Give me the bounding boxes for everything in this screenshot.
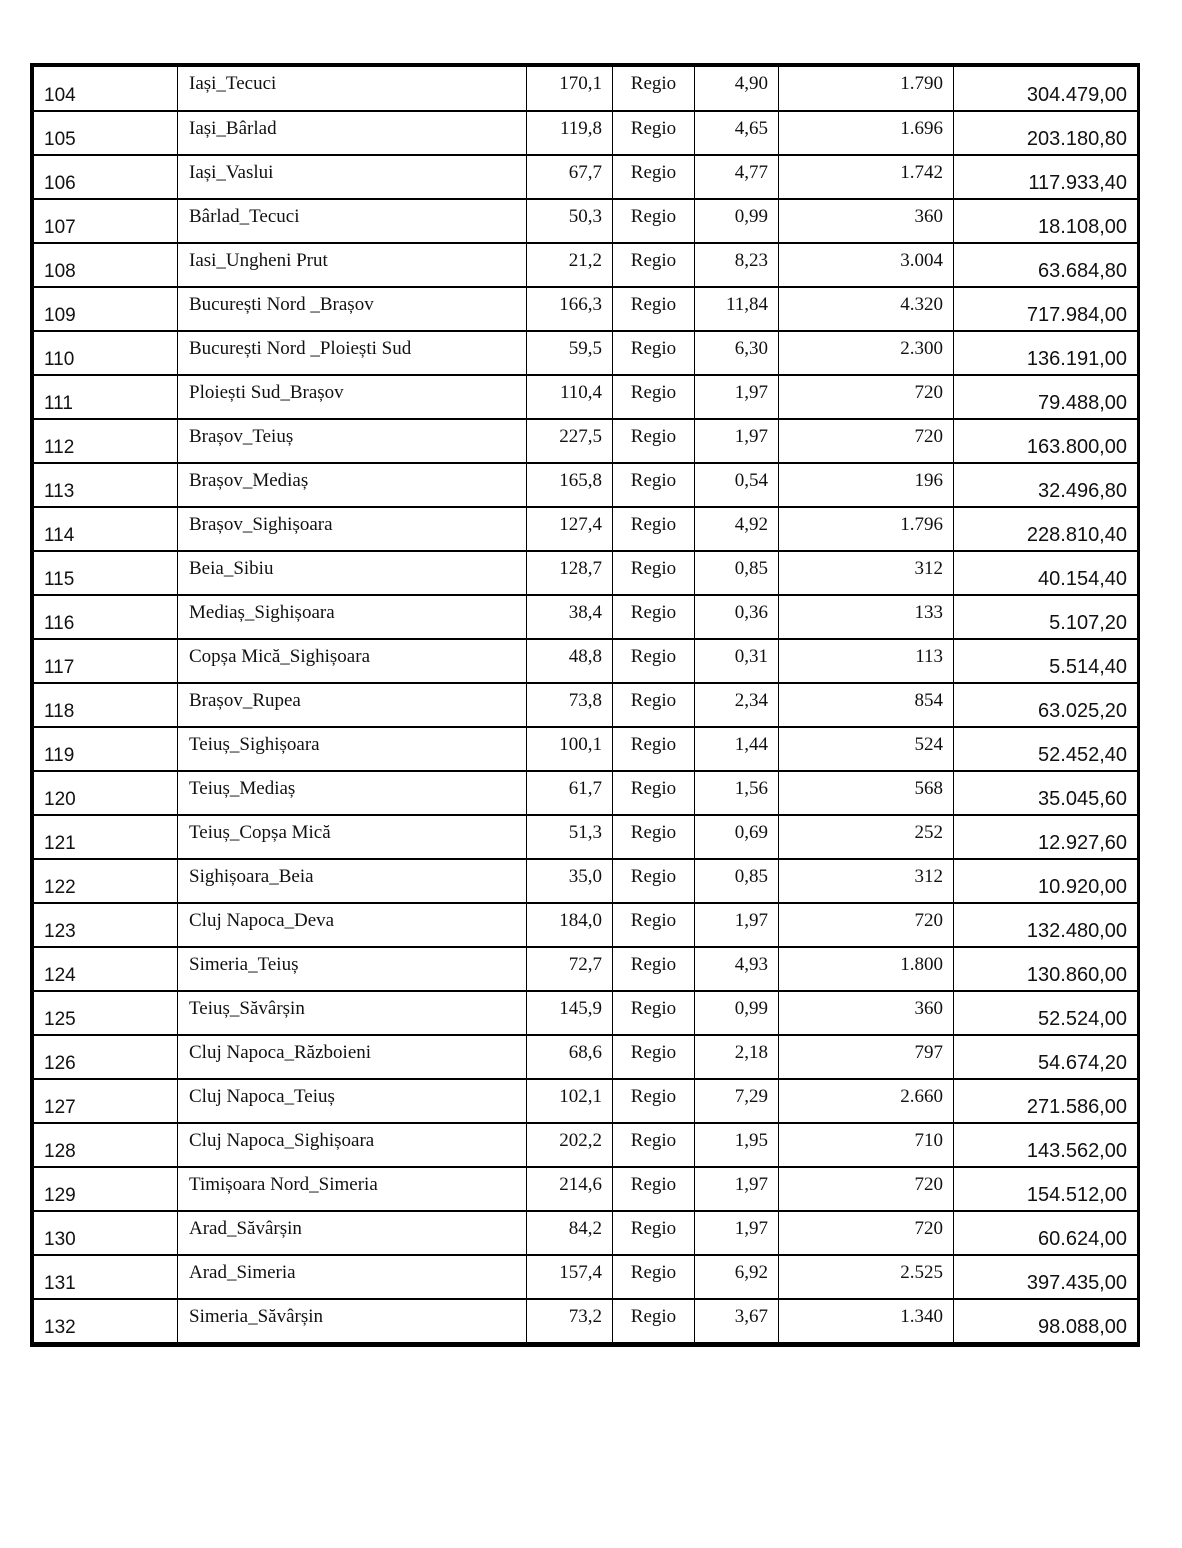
trains-value-cell: 1,97 <box>695 903 779 947</box>
row-number-cell: 111 <box>34 375 178 419</box>
distance-km-cell: 84,2 <box>527 1211 613 1255</box>
row-number-cell: 124 <box>34 947 178 991</box>
amount-cell: 10.920,00 <box>954 859 1138 903</box>
route-cell: Mediaș_Sighișoara <box>178 595 527 639</box>
row-number-cell: 110 <box>34 331 178 375</box>
train-km-cell: 1.790 <box>779 67 954 111</box>
route-cell: Timișoara Nord_Simeria <box>178 1167 527 1211</box>
train-category-cell: Regio <box>613 815 695 859</box>
train-km-cell: 710 <box>779 1123 954 1167</box>
train-category-cell: Regio <box>613 639 695 683</box>
route-cell: Cluj Napoca_Deva <box>178 903 527 947</box>
table-row <box>34 595 1138 639</box>
route-cell: Beia_Sibiu <box>178 551 527 595</box>
distance-km-cell: 184,0 <box>527 903 613 947</box>
amount-cell: 63.684,80 <box>954 243 1138 287</box>
trains-value-cell: 0,36 <box>695 595 779 639</box>
train-km-cell: 2.525 <box>779 1255 954 1299</box>
distance-km-cell: 145,9 <box>527 991 613 1035</box>
train-category-cell: Regio <box>613 507 695 551</box>
table-row <box>34 727 1138 771</box>
route-table <box>30 63 1140 1347</box>
train-category-cell: Regio <box>613 155 695 199</box>
route-cell: Brașov_Teiuș <box>178 419 527 463</box>
table-row <box>34 1255 1138 1299</box>
trains-value-cell: 6,92 <box>695 1255 779 1299</box>
row-number-cell: 114 <box>34 507 178 551</box>
table-row <box>34 155 1138 199</box>
train-km-cell: 113 <box>779 639 954 683</box>
distance-km-cell: 38,4 <box>527 595 613 639</box>
train-category-cell: Regio <box>613 463 695 507</box>
trains-value-cell: 1,97 <box>695 1167 779 1211</box>
amount-cell: 397.435,00 <box>954 1255 1138 1299</box>
train-category-cell: Regio <box>613 1211 695 1255</box>
distance-km-cell: 35,0 <box>527 859 613 903</box>
distance-km-cell: 165,8 <box>527 463 613 507</box>
row-number-cell: 127 <box>34 1079 178 1123</box>
table-row <box>34 375 1138 419</box>
table-row <box>34 67 1138 111</box>
train-km-cell: 196 <box>779 463 954 507</box>
train-category-cell: Regio <box>613 1035 695 1079</box>
distance-km-cell: 100,1 <box>527 727 613 771</box>
train-km-cell: 312 <box>779 551 954 595</box>
train-category-cell: Regio <box>613 991 695 1035</box>
amount-cell: 18.108,00 <box>954 199 1138 243</box>
route-cell: Arad_Săvârșin <box>178 1211 527 1255</box>
train-category-cell: Regio <box>613 287 695 331</box>
route-cell: Teiuș_Sighișoara <box>178 727 527 771</box>
amount-cell: 143.562,00 <box>954 1123 1138 1167</box>
table-row <box>34 1299 1138 1343</box>
train-km-cell: 1.696 <box>779 111 954 155</box>
train-category-cell: Regio <box>613 595 695 639</box>
train-km-cell: 3.004 <box>779 243 954 287</box>
distance-km-cell: 61,7 <box>527 771 613 815</box>
trains-value-cell: 0,99 <box>695 199 779 243</box>
distance-km-cell: 73,2 <box>527 1299 613 1343</box>
row-number-cell: 120 <box>34 771 178 815</box>
trains-value-cell: 1,97 <box>695 419 779 463</box>
train-category-cell: Regio <box>613 727 695 771</box>
train-category-cell: Regio <box>613 1079 695 1123</box>
table-row <box>34 1167 1138 1211</box>
distance-km-cell: 21,2 <box>527 243 613 287</box>
amount-cell: 136.191,00 <box>954 331 1138 375</box>
distance-km-cell: 102,1 <box>527 1079 613 1123</box>
distance-km-cell: 110,4 <box>527 375 613 419</box>
train-category-cell: Regio <box>613 67 695 111</box>
table-row <box>34 331 1138 375</box>
distance-km-cell: 73,8 <box>527 683 613 727</box>
row-number-cell: 126 <box>34 1035 178 1079</box>
table-row <box>34 1035 1138 1079</box>
row-number-cell: 122 <box>34 859 178 903</box>
amount-cell: 98.088,00 <box>954 1299 1138 1343</box>
amount-cell: 35.045,60 <box>954 771 1138 815</box>
route-cell: Teiuș_Copșa Mică <box>178 815 527 859</box>
distance-km-cell: 166,3 <box>527 287 613 331</box>
table-row <box>34 815 1138 859</box>
amount-cell: 228.810,40 <box>954 507 1138 551</box>
train-km-cell: 2.660 <box>779 1079 954 1123</box>
amount-cell: 60.624,00 <box>954 1211 1138 1255</box>
route-cell: Arad_Simeria <box>178 1255 527 1299</box>
amount-cell: 5.514,40 <box>954 639 1138 683</box>
row-number-cell: 115 <box>34 551 178 595</box>
table-row <box>34 507 1138 551</box>
distance-km-cell: 51,3 <box>527 815 613 859</box>
train-category-cell: Regio <box>613 375 695 419</box>
train-km-cell: 4.320 <box>779 287 954 331</box>
route-cell: Teiuș_Mediaș <box>178 771 527 815</box>
row-number-cell: 113 <box>34 463 178 507</box>
table-row <box>34 1123 1138 1167</box>
amount-cell: 117.933,40 <box>954 155 1138 199</box>
row-number-cell: 132 <box>34 1299 178 1343</box>
train-category-cell: Regio <box>613 419 695 463</box>
amount-cell: 5.107,20 <box>954 595 1138 639</box>
route-cell: Bârlad_Tecuci <box>178 199 527 243</box>
train-category-cell: Regio <box>613 243 695 287</box>
row-number-cell: 112 <box>34 419 178 463</box>
trains-value-cell: 4,65 <box>695 111 779 155</box>
train-category-cell: Regio <box>613 903 695 947</box>
train-category-cell: Regio <box>613 111 695 155</box>
train-km-cell: 1.742 <box>779 155 954 199</box>
train-category-cell: Regio <box>613 859 695 903</box>
table-row <box>34 1211 1138 1255</box>
trains-value-cell: 8,23 <box>695 243 779 287</box>
distance-km-cell: 50,3 <box>527 199 613 243</box>
trains-value-cell: 1,56 <box>695 771 779 815</box>
table-row <box>34 111 1138 155</box>
row-number-cell: 105 <box>34 111 178 155</box>
row-number-cell: 131 <box>34 1255 178 1299</box>
row-number-cell: 123 <box>34 903 178 947</box>
train-km-cell: 797 <box>779 1035 954 1079</box>
train-category-cell: Regio <box>613 1299 695 1343</box>
distance-km-cell: 67,7 <box>527 155 613 199</box>
trains-value-cell: 0,54 <box>695 463 779 507</box>
train-km-cell: 720 <box>779 903 954 947</box>
trains-value-cell: 2,18 <box>695 1035 779 1079</box>
trains-value-cell: 1,97 <box>695 1211 779 1255</box>
route-cell: București Nord _Brașov <box>178 287 527 331</box>
trains-value-cell: 4,77 <box>695 155 779 199</box>
trains-value-cell: 7,29 <box>695 1079 779 1123</box>
table-row <box>34 243 1138 287</box>
distance-km-cell: 214,6 <box>527 1167 613 1211</box>
train-category-cell: Regio <box>613 947 695 991</box>
route-cell: Iași_Vaslui <box>178 155 527 199</box>
route-cell: Cluj Napoca_Sighișoara <box>178 1123 527 1167</box>
train-km-cell: 1.796 <box>779 507 954 551</box>
trains-value-cell: 0,31 <box>695 639 779 683</box>
amount-cell: 271.586,00 <box>954 1079 1138 1123</box>
distance-km-cell: 227,5 <box>527 419 613 463</box>
amount-cell: 54.674,20 <box>954 1035 1138 1079</box>
train-km-cell: 1.800 <box>779 947 954 991</box>
train-category-cell: Regio <box>613 199 695 243</box>
trains-value-cell: 0,99 <box>695 991 779 1035</box>
row-number-cell: 104 <box>34 67 178 111</box>
table-row <box>34 947 1138 991</box>
row-number-cell: 109 <box>34 287 178 331</box>
distance-km-cell: 128,7 <box>527 551 613 595</box>
trains-value-cell: 0,85 <box>695 551 779 595</box>
table-row <box>34 859 1138 903</box>
train-km-cell: 2.300 <box>779 331 954 375</box>
row-number-cell: 130 <box>34 1211 178 1255</box>
amount-cell: 130.860,00 <box>954 947 1138 991</box>
trains-value-cell: 2,34 <box>695 683 779 727</box>
table-row <box>34 683 1138 727</box>
route-cell: Iași_Bârlad <box>178 111 527 155</box>
trains-value-cell: 1,44 <box>695 727 779 771</box>
row-number-cell: 121 <box>34 815 178 859</box>
train-km-cell: 720 <box>779 1167 954 1211</box>
route-cell: Simeria_Teiuș <box>178 947 527 991</box>
train-km-cell: 720 <box>779 419 954 463</box>
train-category-cell: Regio <box>613 683 695 727</box>
amount-cell: 32.496,80 <box>954 463 1138 507</box>
train-category-cell: Regio <box>613 331 695 375</box>
row-number-cell: 119 <box>34 727 178 771</box>
trains-value-cell: 1,97 <box>695 375 779 419</box>
trains-value-cell: 4,92 <box>695 507 779 551</box>
route-cell: Iasi_Ungheni Prut <box>178 243 527 287</box>
trains-value-cell: 0,85 <box>695 859 779 903</box>
distance-km-cell: 157,4 <box>527 1255 613 1299</box>
route-table-body <box>34 67 1138 1343</box>
table-row <box>34 287 1138 331</box>
amount-cell: 717.984,00 <box>954 287 1138 331</box>
table-row <box>34 991 1138 1035</box>
row-number-cell: 108 <box>34 243 178 287</box>
trains-value-cell: 3,67 <box>695 1299 779 1343</box>
amount-cell: 12.927,60 <box>954 815 1138 859</box>
trains-value-cell: 0,69 <box>695 815 779 859</box>
trains-value-cell: 4,90 <box>695 67 779 111</box>
row-number-cell: 118 <box>34 683 178 727</box>
train-km-cell: 568 <box>779 771 954 815</box>
train-km-cell: 360 <box>779 199 954 243</box>
route-cell: Brașov_Mediaș <box>178 463 527 507</box>
trains-value-cell: 11,84 <box>695 287 779 331</box>
amount-cell: 154.512,00 <box>954 1167 1138 1211</box>
table-row <box>34 639 1138 683</box>
amount-cell: 203.180,80 <box>954 111 1138 155</box>
row-number-cell: 129 <box>34 1167 178 1211</box>
distance-km-cell: 170,1 <box>527 67 613 111</box>
table-row <box>34 199 1138 243</box>
amount-cell: 63.025,20 <box>954 683 1138 727</box>
row-number-cell: 117 <box>34 639 178 683</box>
route-cell: Cluj Napoca_Războieni <box>178 1035 527 1079</box>
distance-km-cell: 59,5 <box>527 331 613 375</box>
trains-value-cell: 6,30 <box>695 331 779 375</box>
train-category-cell: Regio <box>613 551 695 595</box>
table-row <box>34 463 1138 507</box>
distance-km-cell: 127,4 <box>527 507 613 551</box>
distance-km-cell: 72,7 <box>527 947 613 991</box>
route-cell: Simeria_Săvârșin <box>178 1299 527 1343</box>
amount-cell: 132.480,00 <box>954 903 1138 947</box>
route-cell: București Nord _Ploiești Sud <box>178 331 527 375</box>
train-category-cell: Regio <box>613 1123 695 1167</box>
train-km-cell: 720 <box>779 375 954 419</box>
route-cell: Brașov_Rupea <box>178 683 527 727</box>
table-row <box>34 419 1138 463</box>
route-table-grid <box>33 66 1138 1344</box>
train-km-cell: 312 <box>779 859 954 903</box>
amount-cell: 52.524,00 <box>954 991 1138 1035</box>
route-cell: Brașov_Sighișoara <box>178 507 527 551</box>
row-number-cell: 128 <box>34 1123 178 1167</box>
train-km-cell: 1.340 <box>779 1299 954 1343</box>
trains-value-cell: 4,93 <box>695 947 779 991</box>
table-row <box>34 551 1138 595</box>
train-km-cell: 524 <box>779 727 954 771</box>
route-cell: Ploiești Sud_Brașov <box>178 375 527 419</box>
row-number-cell: 116 <box>34 595 178 639</box>
amount-cell: 163.800,00 <box>954 419 1138 463</box>
route-cell: Copșa Mică_Sighișoara <box>178 639 527 683</box>
amount-cell: 79.488,00 <box>954 375 1138 419</box>
train-category-cell: Regio <box>613 1255 695 1299</box>
amount-cell: 52.452,40 <box>954 727 1138 771</box>
route-cell: Cluj Napoca_Teiuș <box>178 1079 527 1123</box>
row-number-cell: 107 <box>34 199 178 243</box>
row-number-cell: 106 <box>34 155 178 199</box>
amount-cell: 40.154,40 <box>954 551 1138 595</box>
route-cell: Sighișoara_Beia <box>178 859 527 903</box>
table-row <box>34 1079 1138 1123</box>
distance-km-cell: 68,6 <box>527 1035 613 1079</box>
train-km-cell: 133 <box>779 595 954 639</box>
train-km-cell: 720 <box>779 1211 954 1255</box>
train-km-cell: 360 <box>779 991 954 1035</box>
train-category-cell: Regio <box>613 1167 695 1211</box>
train-category-cell: Regio <box>613 771 695 815</box>
trains-value-cell: 1,95 <box>695 1123 779 1167</box>
distance-km-cell: 119,8 <box>527 111 613 155</box>
row-number-cell: 125 <box>34 991 178 1035</box>
distance-km-cell: 48,8 <box>527 639 613 683</box>
table-row <box>34 771 1138 815</box>
train-km-cell: 854 <box>779 683 954 727</box>
route-cell: Teiuș_Săvârșin <box>178 991 527 1035</box>
amount-cell: 304.479,00 <box>954 67 1138 111</box>
distance-km-cell: 202,2 <box>527 1123 613 1167</box>
route-cell: Iași_Tecuci <box>178 67 527 111</box>
table-row <box>34 903 1138 947</box>
train-km-cell: 252 <box>779 815 954 859</box>
